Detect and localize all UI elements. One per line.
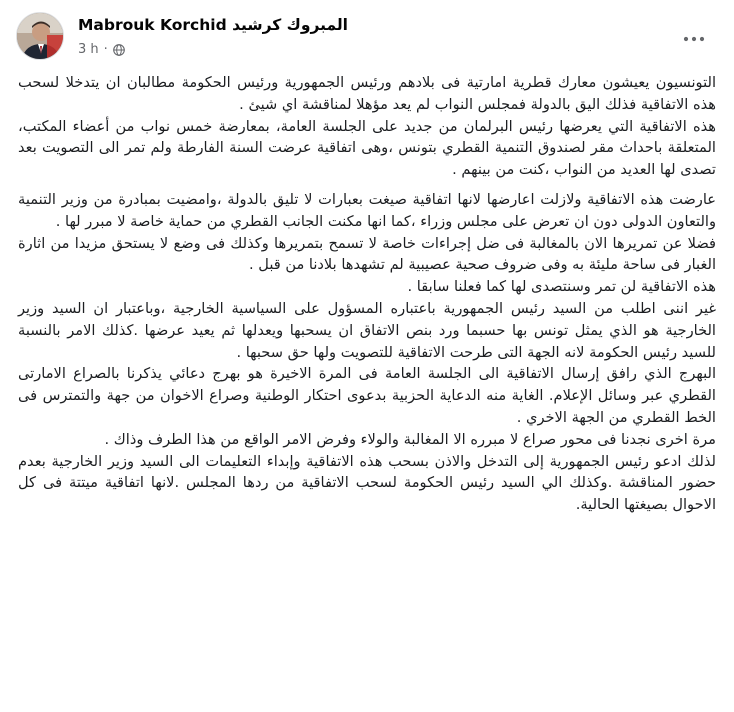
globe-icon[interactable] [113,44,125,56]
post-paragraph: عارضت هذه الاتفاقية ولازلت اعارضها لانها اتفاقية صيغت بعبارات لا تليق بالدولة ،وامضيت بمبادرة من وزير التنمية والتعاون الدولى دون ان تعرض على مجلس وزراء ،كما انها مكنت الجانب القطري من حماية خاصة لا مبرر لها . [18,190,716,230]
post-paragraph: التونسيون يعيشون معارك قطرية امارتية فى بلادهم ورئيس الجمهورية ورئيس الحكومة مطالبان ان يتدخلا لسحب هذه الاتفاقية فذلك اليق بالدولة فمجلس النواب لم يعد مؤهلا لمناقشة اي شيئ . [18,74,716,113]
avatar-image [17,13,64,60]
post-body [18,72,716,516]
post-paragraph: غير اننى اطلب من السيد رئيس الجمهورية باعتباره المسؤول على السياسية الخارجية ،وباعتبار ان السيد وزير الخارجية هو الذي يمثل تونس بها حسبما ورد بنص الاتفاق ان يسحبها ويعدلها ثم يعيد عرضها .كذلك الامر بالنسبة للسيد رئيس الحكومة لانه الجهة التى طرحت الاتفاقية للتصويت ولها حق سحبها . [18,299,716,361]
post-header [16,12,718,62]
post-meta [78,42,125,57]
post-paragraph: مرة اخرى نجدنا فى محور صراع لا مبرره الا المغالبة والولاء وفرض الامر الواقع من هذا الطرف وذاك . [104,430,716,448]
post-paragraph: البهرج الذي رافق إرسال الاتفاقية الى الجلسة العامة فى المرة الاخيرة هو بهرج دعائي يذكرنا بالصراع الامارتى القطري عبر وسائل الإعلام. الغاية منه الدعاية الحزبية بدعوى احتكار الوطنية وصراع الاخوان من جهة والتمترس فى الخط القطري من الجهة الاخري . [18,365,716,426]
more-options-icon[interactable] [680,30,708,42]
post-timestamp[interactable]: 3 h [78,42,99,57]
post-paragraph: هذه الاتفاقية التي يعرضها رئيس البرلمان من جديد على الجلسة العامة، بمعارضة خمس نواب من أعضاء المكتب، المتعلقة باحداث مقر لصندوق التنمية القطري بتونس ،وهى اتفاقية عرضت السنة الفارطة ولم تمر الى التصويت بعد تصدى لها العديد من النواب ،كنت من بينهم . [18,117,716,179]
post-paragraph: لذلك ادعو رئيس الجمهورية إلى التدخل والاذن بسحب هذه الاتفاقية وإبداء التعليمات الى السيد وزير الخارجية بعدم حضور المناقشة .وكذلك الي السيد رئيس الحكومة لسحب الاتفاقية من ردها المجلس .لانها اتفاقية ميتتة فى كل الاحوال بصيغتها الحالية. [18,452,716,514]
post-paragraph: فضلا عن تمريرها الان بالمغالبة فى ضل إجراءات خاصة لا تسمح بتمريرها وكذلك فى وضع لا يستحق مزيدا من اثارة الغبار فى ساحة مليئة به وفى ضروف صحية عصيبية لم تشهدها بلادنا من قبل . [18,234,716,274]
meta-separator: · [103,42,108,57]
avatar[interactable] [16,12,64,60]
author-name[interactable]: Mabrouk Korchid المبروك كرشيد [78,16,348,34]
post-paragraph: هذه الاتفاقية لن تمر وسنتصدى لها كما فعلنا سابقا . [407,278,716,296]
